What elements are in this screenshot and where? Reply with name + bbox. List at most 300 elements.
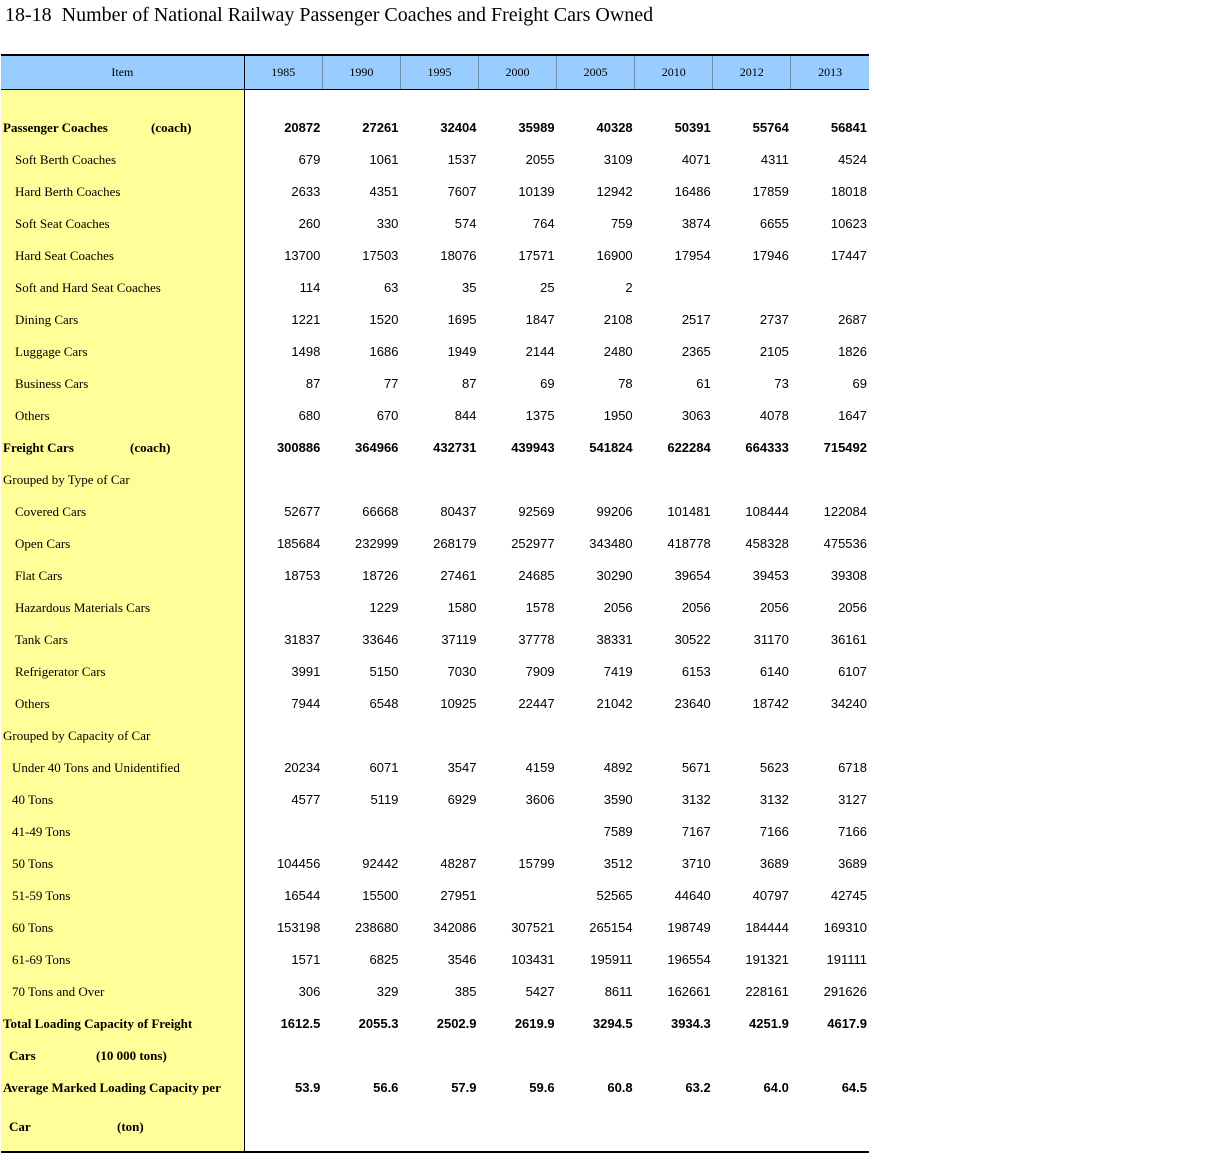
row-label-text: Grouped by Capacity of Car xyxy=(3,727,151,743)
table-cell: 52565 xyxy=(596,888,633,903)
table-cell: 12942 xyxy=(596,184,633,199)
row-label xyxy=(1,624,244,656)
table-cell: 22447 xyxy=(518,696,555,711)
table-cell: 2737 xyxy=(759,312,789,327)
row-label xyxy=(1,240,244,272)
row-label-text: Open Cars xyxy=(15,535,71,551)
table-cell: 2056 xyxy=(838,600,867,615)
row-label xyxy=(1,464,244,496)
table-cell: 10139 xyxy=(518,184,555,199)
table-cell: 99206 xyxy=(596,504,633,519)
table-cell: 59.6 xyxy=(529,1080,555,1095)
table-cell: 13700 xyxy=(284,248,321,263)
table-cell: 7167 xyxy=(681,824,711,839)
table-cell: 2502.9 xyxy=(436,1016,477,1031)
table-row xyxy=(1,272,869,304)
row-label xyxy=(1,1072,244,1104)
table-cell: 364966 xyxy=(355,440,399,455)
spacer-cell xyxy=(713,89,791,112)
table-cell: 2108 xyxy=(603,312,633,327)
table-cell: 39308 xyxy=(830,568,867,583)
table-cell: 252977 xyxy=(511,536,555,551)
table-cell: 34240 xyxy=(830,696,867,711)
spacer-cell xyxy=(1,89,244,112)
row-label-text: Covered Cars xyxy=(15,503,87,519)
table-cell: 198749 xyxy=(667,920,711,935)
table-cell: 153198 xyxy=(276,920,321,935)
table-cell: 5150 xyxy=(369,664,399,679)
table-cell: 7166 xyxy=(759,824,789,839)
table-cell: 1580 xyxy=(447,600,477,615)
table-row xyxy=(1,720,869,752)
table-cell: 1695 xyxy=(447,312,477,327)
table-cell: 2480 xyxy=(603,344,633,359)
table-row xyxy=(1,816,869,848)
table-cell: 7909 xyxy=(525,664,555,679)
table-cell: 17571 xyxy=(518,248,555,263)
table-cell: 300886 xyxy=(276,440,321,455)
row-label xyxy=(1,1104,244,1152)
table-cell: 715492 xyxy=(823,440,867,455)
table-cell: 30290 xyxy=(596,568,633,583)
column-header-year: 2013 xyxy=(791,55,869,89)
column-header-year: 1985 xyxy=(244,55,322,89)
table-cell: 80437 xyxy=(440,504,477,519)
table-cell: 162661 xyxy=(667,984,711,999)
table-cell: 238680 xyxy=(355,920,399,935)
table-cell: 7607 xyxy=(447,184,477,199)
table-cell: 1949 xyxy=(447,344,477,359)
row-label-text: Cars xyxy=(9,1047,36,1063)
table-cell: 185684 xyxy=(276,536,321,551)
table-cell: 1950 xyxy=(603,408,633,423)
table-cell xyxy=(322,1040,400,1072)
table-cell: 2144 xyxy=(525,344,555,359)
table-cell: 1061 xyxy=(369,152,399,167)
table-row xyxy=(1,208,869,240)
table-cell: 2055.3 xyxy=(358,1016,399,1031)
table-cell: 6140 xyxy=(759,664,789,679)
table-cell xyxy=(479,464,557,496)
table-cell: 439943 xyxy=(511,440,555,455)
table-row xyxy=(1,528,869,560)
table-cell: 191111 xyxy=(826,952,867,967)
table-cell: 268179 xyxy=(433,536,477,551)
table-cell: 1571 xyxy=(291,952,321,967)
table-row xyxy=(1,1104,869,1152)
column-header-item: Item xyxy=(1,55,244,89)
table-cell xyxy=(322,1104,400,1152)
table-cell: 87 xyxy=(305,376,321,391)
table-cell: 63.2 xyxy=(685,1080,711,1095)
row-label-text: Freight Cars xyxy=(3,439,74,455)
table-cell: 3689 xyxy=(759,856,789,871)
row-label-text: Soft Berth Coaches xyxy=(15,151,117,167)
table-cell: 306 xyxy=(298,984,321,999)
table-cell xyxy=(400,816,478,848)
table-cell: 92569 xyxy=(518,504,555,519)
row-label-text: Flat Cars xyxy=(15,567,63,583)
row-label-text: 61-69 Tons xyxy=(12,951,71,967)
row-label-text: Soft Seat Coaches xyxy=(15,215,110,231)
table-cell: 3109 xyxy=(603,152,633,167)
table-cell: 31170 xyxy=(753,632,789,647)
row-label xyxy=(1,560,244,592)
row-label-text: Refrigerator Cars xyxy=(15,663,106,679)
row-label-text: Luggage Cars xyxy=(15,343,88,359)
table-cell: 2365 xyxy=(681,344,711,359)
spacer-cell xyxy=(400,89,478,112)
table-cell: 3294.5 xyxy=(592,1016,633,1031)
spacer-cell xyxy=(322,89,400,112)
table-cell: 18742 xyxy=(752,696,789,711)
table-cell: 38331 xyxy=(596,632,633,647)
table-cell xyxy=(479,1040,557,1072)
table-cell xyxy=(713,1040,791,1072)
table-cell xyxy=(791,1040,869,1072)
table-cell xyxy=(244,816,322,848)
table-cell: 1647 xyxy=(838,408,867,423)
table-cell: 3132 xyxy=(759,792,789,807)
table-cell xyxy=(244,464,322,496)
table-cell xyxy=(479,816,557,848)
table-cell: 265154 xyxy=(589,920,633,935)
table-row xyxy=(1,752,869,784)
table-cell: 40328 xyxy=(596,120,633,135)
table-cell: 5623 xyxy=(759,760,789,775)
row-label xyxy=(1,880,244,912)
table-cell: 1221 xyxy=(291,312,321,327)
table-cell: 3547 xyxy=(447,760,477,775)
table-row xyxy=(1,368,869,400)
table-cell xyxy=(244,1104,322,1152)
table-cell: 69 xyxy=(852,376,867,391)
table-cell: 122084 xyxy=(823,504,867,519)
table-cell xyxy=(791,464,869,496)
table-cell: 3127 xyxy=(838,792,867,807)
row-label xyxy=(1,752,244,784)
table-cell: 21042 xyxy=(596,696,633,711)
table-row xyxy=(1,912,869,944)
table-body xyxy=(1,89,869,1152)
row-label-text: Hard Berth Coaches xyxy=(15,183,121,199)
table-cell: 385 xyxy=(454,984,477,999)
table-cell: 330 xyxy=(376,216,399,231)
table-cell: 1578 xyxy=(525,600,555,615)
row-label-text: Total Loading Capacity of Freight xyxy=(3,1015,193,1031)
table-cell xyxy=(635,272,713,304)
table-cell: 18018 xyxy=(830,184,867,199)
table-cell: 103431 xyxy=(511,952,555,967)
table-cell: 680 xyxy=(298,408,321,423)
table-cell: 37778 xyxy=(518,632,555,647)
table-cell: 5671 xyxy=(681,760,711,775)
table-cell: 16486 xyxy=(674,184,711,199)
table-cell: 48287 xyxy=(440,856,477,871)
table-cell: 57.9 xyxy=(451,1080,477,1095)
table-row xyxy=(1,240,869,272)
table-row xyxy=(1,976,869,1008)
table-cell: 6718 xyxy=(838,760,867,775)
row-label-text: 41-49 Tons xyxy=(12,823,71,839)
table-cell: 3590 xyxy=(603,792,633,807)
table-cell: 7166 xyxy=(838,824,867,839)
table-cell: 52677 xyxy=(284,504,321,519)
table-cell: 69 xyxy=(540,376,555,391)
table-cell xyxy=(479,1104,557,1152)
table-cell: 3512 xyxy=(603,856,633,871)
row-label xyxy=(1,176,244,208)
table-cell: 4351 xyxy=(369,184,399,199)
table-row xyxy=(1,848,869,880)
table-cell xyxy=(791,720,869,752)
row-label xyxy=(1,304,244,336)
table-cell: 342086 xyxy=(433,920,477,935)
row-label xyxy=(1,592,244,624)
column-header-year: 2005 xyxy=(557,55,635,89)
table-cell: 4159 xyxy=(525,760,555,775)
table-cell: 92442 xyxy=(362,856,399,871)
table-cell xyxy=(713,464,791,496)
table-cell: 1498 xyxy=(291,344,321,359)
table-cell: 4577 xyxy=(291,792,321,807)
table-cell xyxy=(244,720,322,752)
row-label xyxy=(1,144,244,176)
table-row xyxy=(1,688,869,720)
table-cell: 664333 xyxy=(745,440,789,455)
row-label-text: Others xyxy=(15,407,50,423)
column-header-year: 2012 xyxy=(713,55,791,89)
table-cell: 759 xyxy=(610,216,633,231)
table-cell xyxy=(557,464,635,496)
table-cell: 55764 xyxy=(752,120,789,135)
table-cell: 195911 xyxy=(590,952,633,967)
table-cell: 1826 xyxy=(838,344,867,359)
table-cell xyxy=(635,1040,713,1072)
table-cell: 18726 xyxy=(362,568,399,583)
spacer-cell xyxy=(791,89,869,112)
table-cell: 329 xyxy=(376,984,399,999)
table-cell xyxy=(322,720,400,752)
table-cell: 17859 xyxy=(752,184,789,199)
table-cell: 40797 xyxy=(752,888,789,903)
table-cell xyxy=(479,720,557,752)
table-cell xyxy=(244,1040,322,1072)
table-cell: 291626 xyxy=(823,984,867,999)
table-cell: 260 xyxy=(298,216,321,231)
table-cell: 169310 xyxy=(823,920,867,935)
table-cell: 2056 xyxy=(681,600,711,615)
table-cell: 42745 xyxy=(830,888,867,903)
statistics-table xyxy=(1,54,869,1153)
row-label xyxy=(1,496,244,528)
table-row xyxy=(1,336,869,368)
row-label xyxy=(1,688,244,720)
table-cell: 78 xyxy=(618,376,633,391)
table-cell: 3606 xyxy=(525,792,555,807)
table-cell: 232999 xyxy=(355,536,399,551)
row-label xyxy=(1,976,244,1008)
table-cell: 6107 xyxy=(838,664,867,679)
table-cell xyxy=(557,720,635,752)
row-label-text: 50 Tons xyxy=(12,855,54,871)
table-row xyxy=(1,880,869,912)
row-label xyxy=(1,368,244,400)
spacer-cell xyxy=(244,89,322,112)
table-cell: 6929 xyxy=(447,792,477,807)
table-row xyxy=(1,112,869,144)
row-unit: (ton) xyxy=(117,1119,144,1134)
table-cell: 2517 xyxy=(681,312,711,327)
table-cell xyxy=(635,1104,713,1152)
table-cell: 418778 xyxy=(667,536,711,551)
table-cell: 541824 xyxy=(589,440,633,455)
spacer-row xyxy=(1,89,869,112)
table-cell: 3063 xyxy=(681,408,711,423)
table-cell: 1686 xyxy=(369,344,399,359)
row-label xyxy=(1,272,244,304)
row-label xyxy=(1,112,244,144)
table-cell: 27461 xyxy=(440,568,477,583)
table-cell: 307521 xyxy=(511,920,555,935)
table-cell: 2 xyxy=(625,280,633,295)
table-cell: 679 xyxy=(298,152,321,167)
table-cell: 56841 xyxy=(830,120,867,135)
row-label-text: Car xyxy=(9,1119,31,1134)
table-cell: 670 xyxy=(376,408,399,423)
table-cell: 4524 xyxy=(838,152,867,167)
spacer-cell xyxy=(479,89,557,112)
table-cell: 3934.3 xyxy=(670,1016,711,1031)
table-cell: 25 xyxy=(540,280,555,295)
row-label-text: 60 Tons xyxy=(12,919,54,935)
table-cell: 64.5 xyxy=(841,1080,867,1095)
table-cell: 87 xyxy=(462,376,477,391)
table-cell xyxy=(244,592,322,624)
table-cell: 73 xyxy=(774,376,789,391)
table-cell: 3991 xyxy=(291,664,321,679)
table-cell: 3874 xyxy=(681,216,711,231)
table-cell: 35989 xyxy=(518,120,555,135)
row-label-text: Passenger Coaches xyxy=(3,119,108,135)
table-cell: 35 xyxy=(462,280,477,295)
table-cell: 3710 xyxy=(681,856,711,871)
table-cell: 17503 xyxy=(362,248,399,263)
column-header-year: 2000 xyxy=(479,55,557,89)
table-row xyxy=(1,464,869,496)
table-cell: 1537 xyxy=(447,152,477,167)
table-row xyxy=(1,592,869,624)
table-cell: 2619.9 xyxy=(514,1016,555,1031)
row-label-text: Others xyxy=(15,695,50,711)
table-cell xyxy=(557,1104,635,1152)
row-label xyxy=(1,816,244,848)
header-row xyxy=(1,55,869,89)
table-row xyxy=(1,1008,869,1040)
table-cell: 3689 xyxy=(838,856,867,871)
table-cell xyxy=(635,720,713,752)
table-cell xyxy=(400,1040,478,1072)
table-row xyxy=(1,432,869,464)
table-cell: 66668 xyxy=(362,504,399,519)
row-label-text: Average Marked Loading Capacity per xyxy=(3,1079,221,1095)
table-cell: 20234 xyxy=(284,760,321,775)
table-cell: 3132 xyxy=(681,792,711,807)
row-unit: (coach) xyxy=(151,119,192,135)
row-label-text: Hard Seat Coaches xyxy=(15,247,114,263)
table-cell xyxy=(557,1040,635,1072)
table-cell xyxy=(791,272,869,304)
table-cell: 32404 xyxy=(440,120,477,135)
table-row xyxy=(1,144,869,176)
table-cell: 24685 xyxy=(518,568,555,583)
table-cell: 64.0 xyxy=(763,1080,789,1095)
table-cell: 184444 xyxy=(745,920,789,935)
table-cell: 2105 xyxy=(759,344,789,359)
row-label xyxy=(1,432,244,464)
table-cell: 16544 xyxy=(284,888,321,903)
row-label-text: Under 40 Tons and Unidentified xyxy=(12,759,180,775)
column-header-year: 1995 xyxy=(400,55,478,89)
table-cell: 475536 xyxy=(823,536,867,551)
table-cell: 33646 xyxy=(362,632,399,647)
table-cell: 6655 xyxy=(759,216,789,231)
row-label xyxy=(1,1040,244,1072)
table-cell: 196554 xyxy=(667,952,711,967)
table-cell: 31837 xyxy=(284,632,321,647)
table-cell: 4071 xyxy=(681,152,711,167)
table-cell: 36161 xyxy=(830,632,867,647)
table-cell: 7589 xyxy=(603,824,633,839)
row-label xyxy=(1,656,244,688)
table-cell: 56.6 xyxy=(373,1080,399,1095)
table-cell: 5119 xyxy=(370,792,399,807)
table-cell xyxy=(400,1104,478,1152)
table-cell: 37119 xyxy=(441,632,477,647)
spacer-cell xyxy=(557,89,635,112)
table-cell: 20872 xyxy=(284,120,321,135)
table-cell xyxy=(713,1104,791,1152)
table-cell: 3546 xyxy=(447,952,477,967)
table-cell: 39453 xyxy=(752,568,789,583)
table-row xyxy=(1,624,869,656)
row-unit: (coach) xyxy=(130,439,171,455)
table-cell: 15500 xyxy=(362,888,399,903)
table-row xyxy=(1,656,869,688)
table-row xyxy=(1,944,869,976)
table-cell: 7030 xyxy=(447,664,477,679)
table-cell: 61 xyxy=(696,376,711,391)
table-cell xyxy=(479,880,557,912)
row-label xyxy=(1,400,244,432)
table-cell: 574 xyxy=(454,216,477,231)
table-cell: 30522 xyxy=(674,632,711,647)
row-label xyxy=(1,336,244,368)
table-cell: 844 xyxy=(454,408,477,423)
row-label-text: Grouped by Type of Car xyxy=(3,471,130,487)
table-cell: 27261 xyxy=(362,120,399,135)
table-cell: 53.9 xyxy=(295,1080,321,1095)
table-cell: 17946 xyxy=(752,248,789,263)
row-label-text: 51-59 Tons xyxy=(12,887,71,903)
row-label-text: Dining Cars xyxy=(15,311,79,327)
table-cell: 1229 xyxy=(369,600,399,615)
row-label xyxy=(1,784,244,816)
table-cell xyxy=(791,1104,869,1152)
row-label-text: 70 Tons and Over xyxy=(12,983,105,999)
table-cell: 458328 xyxy=(745,536,789,551)
table-cell: 1375 xyxy=(525,408,555,423)
